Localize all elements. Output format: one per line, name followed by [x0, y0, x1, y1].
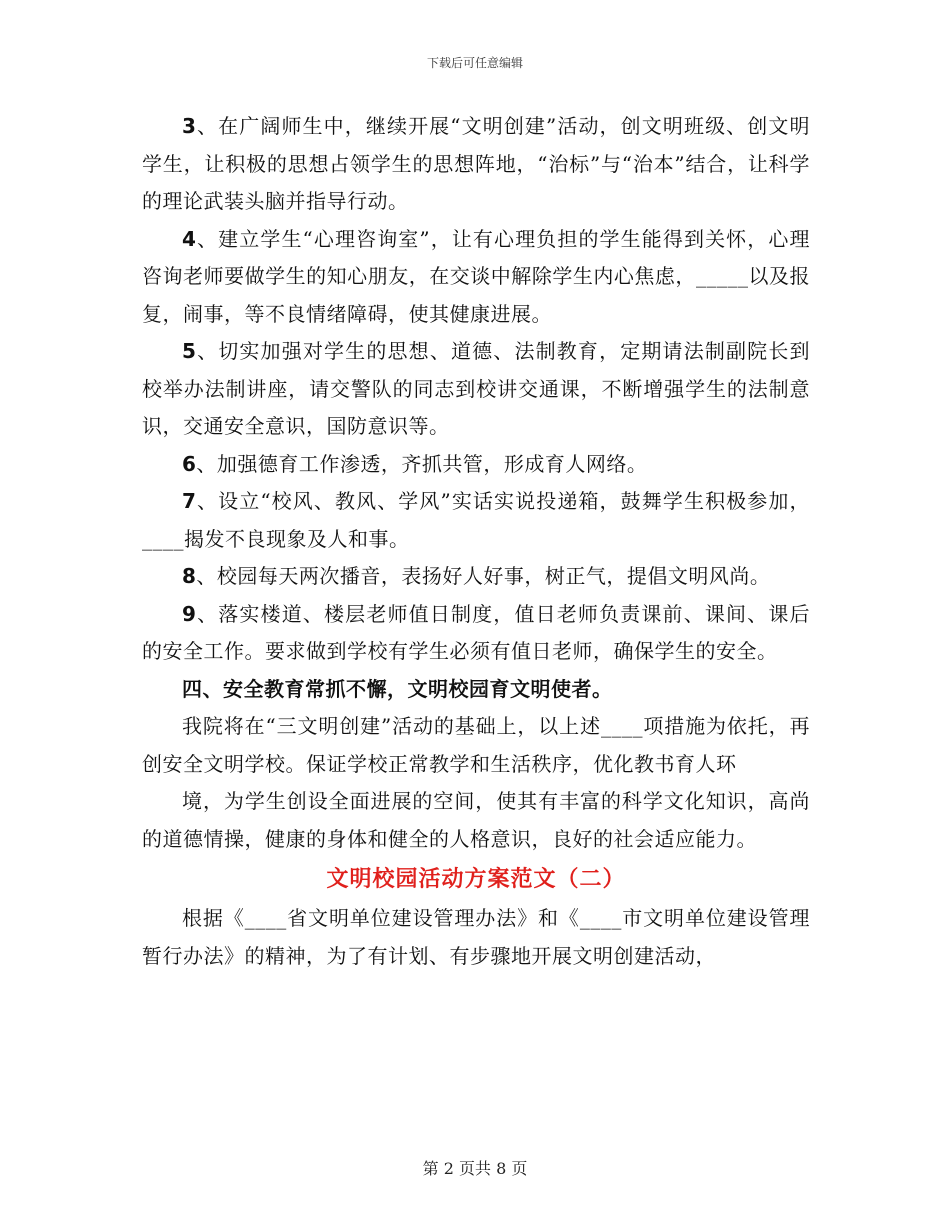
list-item — [142, 446, 810, 484]
list-item — [142, 333, 810, 446]
body-paragraph: 根据《____省文明单位建设管理办法》和《____市文明单位建设管理暂行办法》的精神，为了有计划、有步骤地开展文明创建活动， — [142, 906, 810, 968]
item-text: 、落实楼道、楼层老师值日制度，值日老师负责课前、课间、课后的安全工作。要求做到学校有学生必须有值日老师，确保学生的安全。 — [142, 601, 810, 663]
item-number: 5 — [182, 339, 197, 363]
list-item — [142, 108, 810, 221]
page-footer: 第 2 页共 8 页 — [422, 1159, 528, 1178]
item-number: 6 — [182, 451, 197, 476]
item-text: 、校园每天两次播音，表扬好人好事，树正气，提倡文明风尚。 — [196, 564, 771, 588]
body-paragraph: 我院将在“三文明创建”活动的基础上，以上述____项措施为依托，再创安全文明学校。保证学校正常教学和生活秩序，优化教书育人环 — [142, 714, 810, 776]
document-body — [142, 108, 810, 975]
item-text: 、建立学生“心理咨询室”，让有心理负担的学生能得到关怀，心理咨询老师要做学生的知心朋友，在交谈中解除学生内心焦虑，_____以及报复，闹事，等不良情绪障碍，使其健康进展。 — [142, 226, 810, 326]
item-text: 、加强德育工作渗透，齐抓共管，形成育人网络。 — [196, 451, 648, 476]
item-number: 7 — [182, 489, 197, 513]
item-number: 3 — [182, 114, 197, 138]
document-title: 文明校园活动方案范文（二） — [326, 866, 626, 892]
list-item — [142, 483, 810, 558]
item-text: 、切实加强对学生的思想、道德、法制教育，定期请法制副院长到校举办法制讲座，请交警队的同志到校讲交通课，不断增强学生的法制意识，交通安全意识，国防意识等。 — [142, 339, 810, 438]
item-number: 9 — [182, 601, 197, 626]
section-heading: 四、安全教育常抓不懈，文明校园育文明使者。 — [182, 676, 613, 701]
body-paragraph: 境，为学生创设全面进展的空间，使其有丰富的科学文化知识，高尚的道德情操，健康的身体和健全的人格意识，良好的社会适应能力。 — [142, 789, 810, 851]
item-number: 4 — [182, 226, 197, 251]
item-text: 、在广阔师生中，继续开展“文明创建”活动，创文明班级、创文明学生，让积极的思想占领学生的思想阵地，“治标”与“治本”结合，让科学的理论武装头脑并指导行动。 — [142, 114, 810, 213]
list-item — [142, 558, 810, 596]
list-item — [142, 221, 810, 334]
list-item — [142, 596, 810, 671]
item-number: 8 — [182, 564, 197, 588]
item-text: 、设立“校风、教风、学风”实话实说投递箱，鼓舞学生积极参加，____揭发不良现象及人和事。 — [142, 489, 810, 551]
page-header: 下载后可任意编辑 — [426, 56, 523, 70]
